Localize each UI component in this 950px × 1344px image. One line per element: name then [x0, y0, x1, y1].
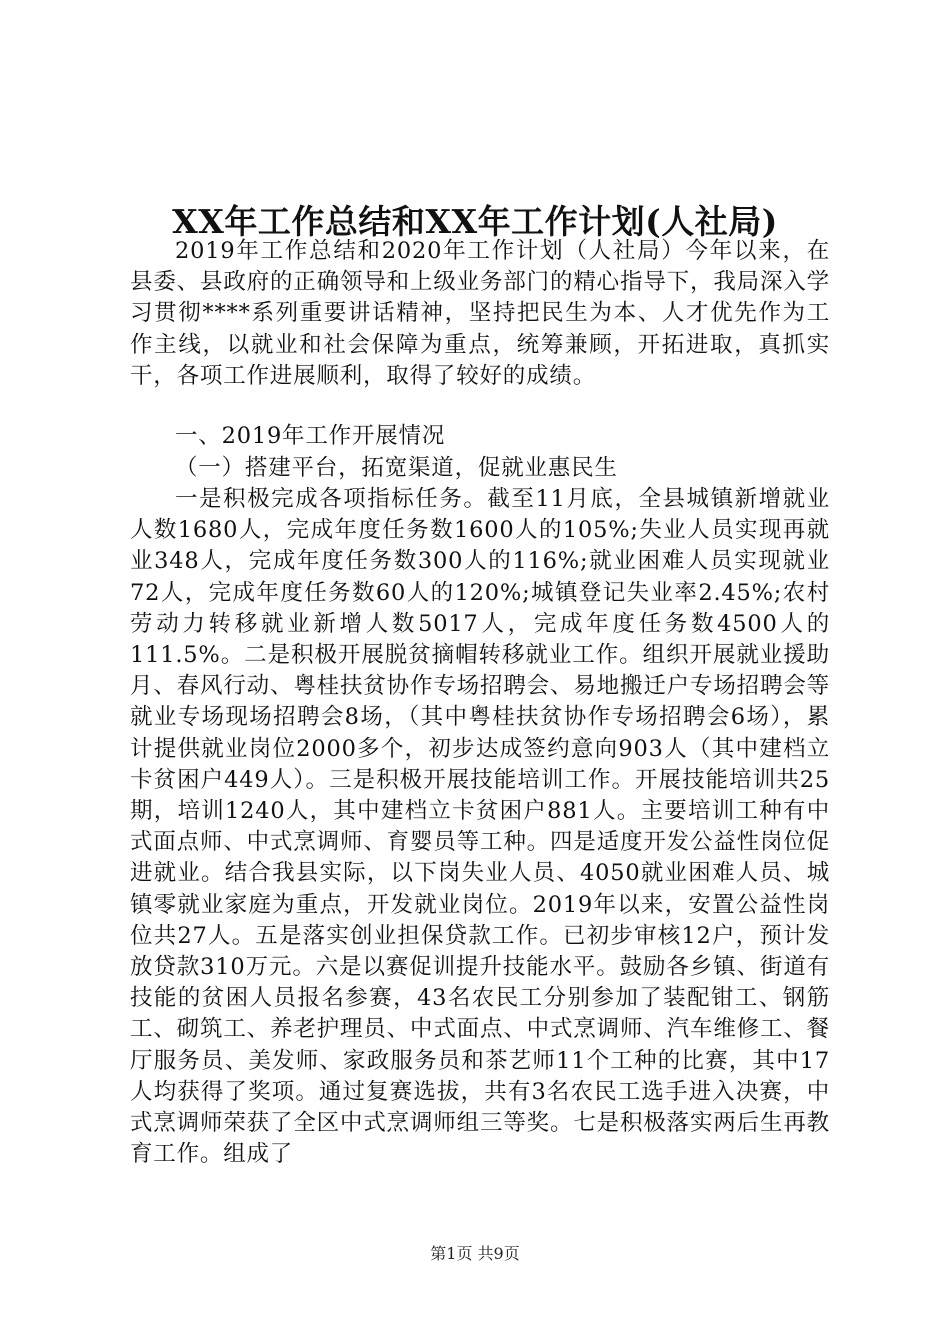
document-title: XX年工作总结和XX年工作计划(人社局) — [172, 202, 778, 242]
subsection-heading: （一）搭建平台，拓宽渠道，促就业惠民生 — [175, 455, 618, 481]
section-heading: 一、2019年工作开展情况 — [175, 423, 446, 449]
page-indicator: 第1页 共9页 — [430, 1244, 520, 1263]
intro-paragraph: 2019年工作总结和2020年工作计划（人社局）今年以来，在县委、县政府的正确领导和上级业务部门的精心指导下，我局深入学习贯彻****系列重要讲话精神，坚持把民生为本、人才优先作为工作主线，以就业和社会保障为重点，统筹兼顾，开拓进取，真抓实干，各项工作进展顺利，取得了较好的成绩。 — [130, 238, 830, 389]
body-paragraph: 一是积极完成各项指标任务。截至11月底，全县城镇新增就业人数1680人，完成年度任务数1600人的105%;失业人员实现再就业348人，完成年度任务数300人的116%;就业困难人员实现就业72人，完成年度任务数60人的120%;城镇登记失业率2.45%;农村劳动力转移就业新增人数5017人，完成年度任务数4500人的111.5%。二是积极开展脱贫摘帽转移就业工作。组织开展就业援助月、春风行动、粤桂扶贫协作专场招聘会、易地搬迁户专场招聘会等就业专场现场招聘会8场，（其中粤桂扶贫协作专场招聘会6场），累计提供就业岗位2000多个，初步达成签约意向903人（其中建档立卡贫困户449人）。三是积极开展技能培训工作。开展技能培训共25期，培训1240人，其中建档立卡贫困户881人。主要培训工种有中式面点师、中式烹调师、育婴员等工种。四是适度开发公益性岗位促进就业。结合我县实际，以下岗失业人员、4050就业困难人员、城镇零就业家庭为重点，开发就业岗位。2019年以来，安置公益性岗位共27人。五是落实创业担保贷款工作。已初步审核12户，预计发放贷款310万元。六是以赛促训提升技能水平。鼓励各乡镇、街道有技能的贫困人员报名参赛，43名农民工分别参加了装配钳工、钢筋工、砌筑工、养老护理员、中式面点、中式烹调师、汽车维修工、餐厅服务员、美发师、家政服务员和茶艺师11个工种的比赛，其中17人均获得了奖项。通过复赛选拔，共有3名农民工选手进入决赛，中式烹调师荣获了全区中式烹调师组三等奖。七是积极落实两后生再教育工作。组成了 — [130, 486, 830, 1168]
